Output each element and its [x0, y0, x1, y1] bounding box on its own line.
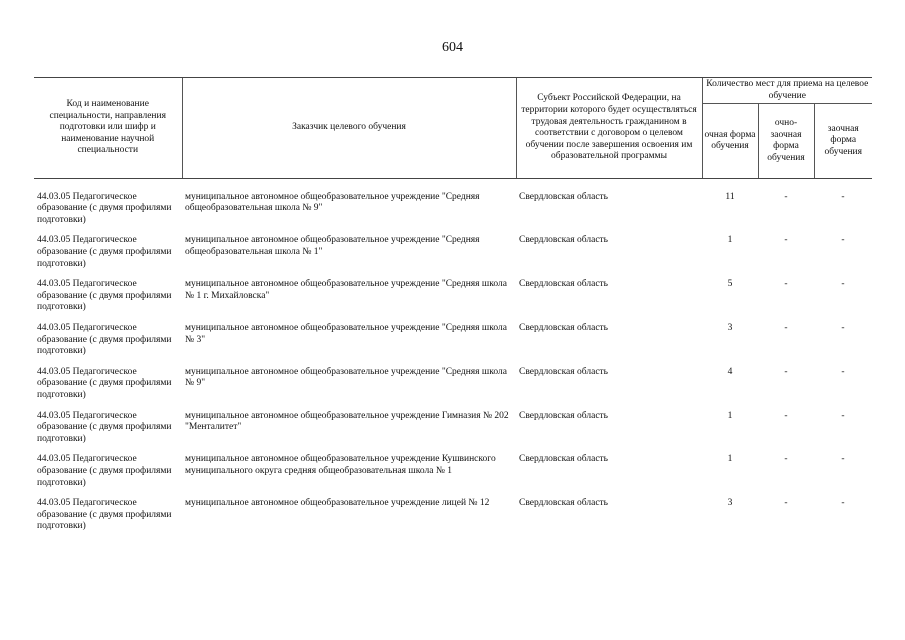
cell-parttime: - [784, 235, 788, 246]
header-subject: Субъект Российской Федерации, на территории которого будет осуществляться трудовая деятельность гражданином в соответствии с договором о целевом обучении после завершения освоения им образовательной программы [516, 78, 702, 179]
cell-customer: муниципальное автономное общеобразовательное учреждение Гимназия № 202 "Менталитет" [185, 410, 509, 433]
cell-code: 44.03.05 Педагогическое образование (с двумя профилями подготовки) [37, 323, 172, 357]
cell-code: 44.03.05 Педагогическое образование (с двумя профилями подготовки) [37, 279, 172, 313]
cell-customer: муниципальное автономное общеобразовательное учреждение "Средняя школа № 3" [185, 323, 507, 345]
cell-customer: муниципальное автономное общеобразовательное учреждение лицей № 12 [185, 498, 490, 509]
cell-fulltime: 11 [725, 191, 735, 202]
table-row [34, 323, 872, 367]
cell-extramural: - [841, 454, 845, 465]
cell-fulltime: 1 [727, 454, 733, 465]
page-number: 604 [442, 40, 463, 55]
cell-fulltime: 4 [727, 366, 733, 377]
cell-fulltime: 5 [727, 279, 733, 290]
cell-parttime: - [784, 410, 788, 421]
header-code: Код и наименование специальности, направления подготовки или шифр и наименование научной специальности [34, 78, 182, 179]
header-customer: Заказчик целевого обучения [182, 78, 516, 179]
cell-fulltime: 3 [727, 498, 733, 509]
cell-code: 44.03.05 Педагогическое образование (с двумя профилями подготовки) [37, 454, 172, 488]
cell-extramural: - [841, 235, 845, 246]
header-spacer [34, 179, 872, 192]
cell-subject: Свердловская область [519, 410, 609, 421]
table-row [34, 235, 872, 279]
cell-parttime: - [784, 323, 788, 334]
header-places-group: Количество мест для приема на целевое обучение [702, 78, 872, 104]
header-fulltime: очная форма обучения [702, 104, 758, 179]
cell-parttime: - [784, 191, 788, 202]
cell-parttime: - [784, 454, 788, 465]
cell-subject: Свердловская область [519, 454, 609, 465]
cell-extramural: - [841, 279, 845, 290]
table-row [34, 498, 872, 542]
cell-customer: муниципальное автономное общеобразовательное учреждение "Средняя общеобразовательная школа № 9" [185, 191, 480, 214]
cell-subject: Свердловская область [519, 235, 609, 246]
cell-fulltime: 1 [727, 235, 733, 246]
cell-code: 44.03.05 Педагогическое образование (с двумя профилями подготовки) [37, 235, 172, 269]
cell-parttime: - [784, 279, 788, 290]
table-row [34, 367, 872, 411]
cell-customer: муниципальное автономное общеобразовательное учреждение "Средняя школа № 1 г. Михайловска" [185, 279, 507, 301]
cell-parttime: - [784, 366, 788, 377]
cell-customer: муниципальное автономное общеобразовательное учреждение "Средняя школа № 9" [185, 366, 507, 389]
cell-code: 44.03.05 Педагогическое образование (с двумя профилями подготовки) [37, 191, 172, 225]
table-row [34, 192, 872, 236]
cell-code: 44.03.05 Педагогическое образование (с двумя профилями подготовки) [37, 366, 172, 401]
table-row [34, 411, 872, 455]
table-row [34, 279, 872, 323]
cell-fulltime: 3 [727, 323, 733, 334]
header-parttime: очно-заочная форма обучения [758, 104, 814, 179]
cell-subject: Свердловская область [519, 498, 609, 509]
cell-extramural: - [841, 410, 845, 421]
target-admission-table [34, 77, 872, 542]
cell-parttime: - [784, 498, 788, 509]
header-extramural: заочная форма обучения [814, 104, 872, 179]
cell-extramural: - [841, 323, 845, 334]
cell-subject: Свердловская область [519, 366, 609, 377]
cell-subject: Свердловская область [519, 191, 609, 202]
cell-subject: Свердловская область [519, 323, 609, 334]
cell-code: 44.03.05 Педагогическое образование (с двумя профилями подготовки) [37, 498, 172, 532]
cell-subject: Свердловская область [519, 279, 609, 290]
cell-fulltime: 1 [727, 410, 733, 421]
cell-customer: муниципальное автономное общеобразовательное учреждение "Средняя общеобразовательная школа № 1" [185, 235, 480, 258]
cell-extramural: - [841, 191, 845, 202]
cell-extramural: - [841, 366, 845, 377]
cell-customer: муниципальное автономное общеобразовательное учреждение Кушвинского муниципального округа средняя общеобразовательная школа № 1 [185, 454, 496, 477]
cell-extramural: - [841, 498, 845, 509]
cell-code: 44.03.05 Педагогическое образование (с двумя профилями подготовки) [37, 410, 172, 444]
table-row [34, 454, 872, 498]
